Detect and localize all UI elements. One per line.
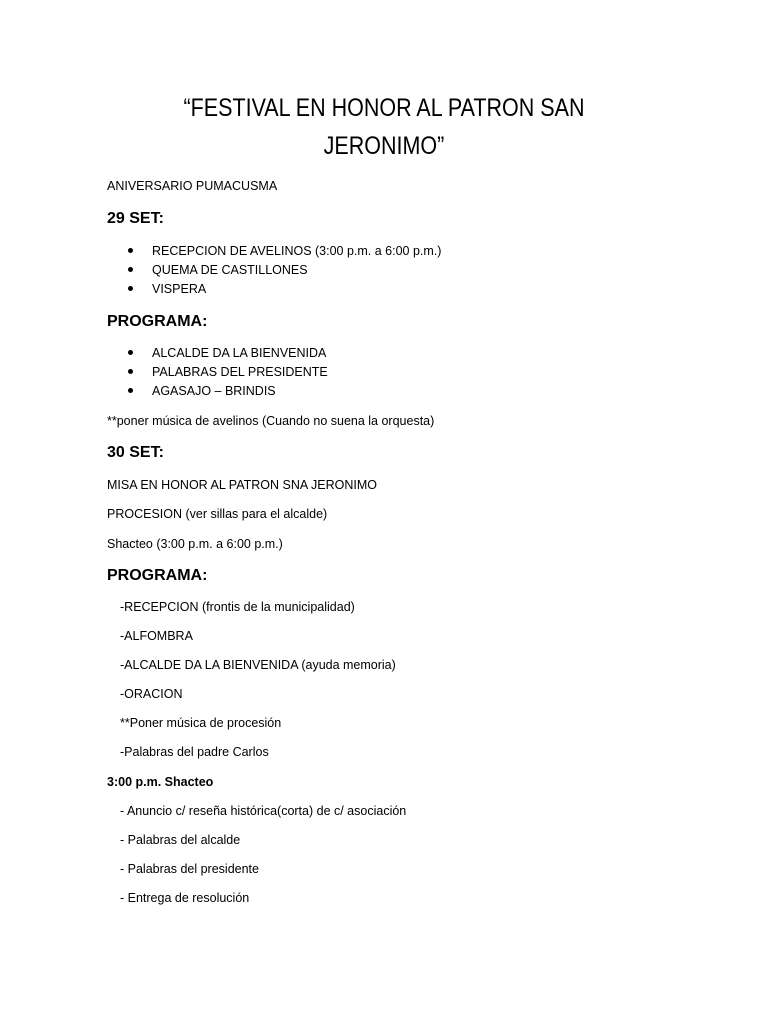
document-title-line-1: “FESTIVAL EN HONOR AL PATRON SAN bbox=[183, 94, 585, 122]
bullet-icon bbox=[128, 267, 133, 272]
day2-program-item: **Poner música de procesión bbox=[120, 716, 282, 730]
day2-program-item: -ALFOMBRA bbox=[120, 629, 193, 643]
day2-program-item: -ALCALDE DA LA BIENVENIDA (ayuda memoria) bbox=[120, 658, 396, 672]
shacteo-item: - Palabras del presidente bbox=[120, 862, 259, 876]
day1-note: **poner música de avelinos (Cuando no suena la orquesta) bbox=[107, 414, 435, 428]
bullet-icon bbox=[128, 388, 133, 393]
bullet-icon bbox=[128, 350, 133, 355]
shacteo-item: - Anuncio c/ reseña histórica(corta) de c/ asociación bbox=[120, 804, 407, 818]
subtitle: ANIVERSARIO PUMACUSMA bbox=[107, 179, 278, 193]
day2-heading: 30 SET: bbox=[107, 444, 164, 461]
day2-program-item: -RECEPCION (frontis de la municipalidad) bbox=[120, 600, 355, 614]
day2-program-heading: PROGRAMA: bbox=[107, 567, 208, 584]
shacteo-item: - Entrega de resolución bbox=[120, 891, 250, 905]
day1-program-heading: PROGRAMA: bbox=[107, 313, 208, 330]
bullet-icon bbox=[128, 286, 133, 291]
day2-line: Shacteo (3:00 p.m. a 6:00 p.m.) bbox=[107, 537, 283, 551]
document-title-line-2: JERONIMO” bbox=[323, 132, 445, 160]
day2-program-item: -ORACION bbox=[120, 687, 183, 701]
day1-heading: 29 SET: bbox=[107, 210, 164, 227]
shacteo-item: - Palabras del alcalde bbox=[120, 833, 241, 847]
bullet-icon bbox=[128, 369, 133, 374]
document-page: “FESTIVAL EN HONOR AL PATRON SAN JERONIMO” ANIVERSARIO PUMACUSMA 29 SET: RECEPCION DE AVELINOS (3:00 p.m. a 6:00 p.m.) QUEMA DE CASTILLONES VISPERA PROGRAMA: ALCALDE DA LA BIENVENIDA PALABRAS DEL PRESIDENTE AGASAJO – BRINDIS **poner música de avelinos (Cuando no suena la orquesta) 30 SET: MISA EN HONOR AL PATRON SNA JERONIMO PROCESION (ver sillas para el alcalde) Shacteo (3:00 p.m. a 6:00 p.m.) PROGRAMA: -RECEPCION (frontis de la municipalidad) -ALFOMBRA -ALCALDE DA LA BIENVENIDA (ayuda memoria) -ORACION **Poner música de procesión -Palabras del padre Carlos 3:00 p.m. Shacteo - Anuncio c/ reseña histórica(corta) de c/ asociación - Palabras del alcalde - Palabras del presidente - Entrega de resolución bbox=[0, 0, 768, 1024]
day2-line: PROCESION (ver sillas para el alcalde) bbox=[107, 507, 328, 521]
bullet-icon bbox=[128, 248, 133, 253]
day2-line: MISA EN HONOR AL PATRON SNA JERONIMO bbox=[107, 478, 377, 492]
day2-program-item: -Palabras del padre Carlos bbox=[120, 745, 269, 759]
shacteo-heading: 3:00 p.m. Shacteo bbox=[107, 775, 214, 789]
